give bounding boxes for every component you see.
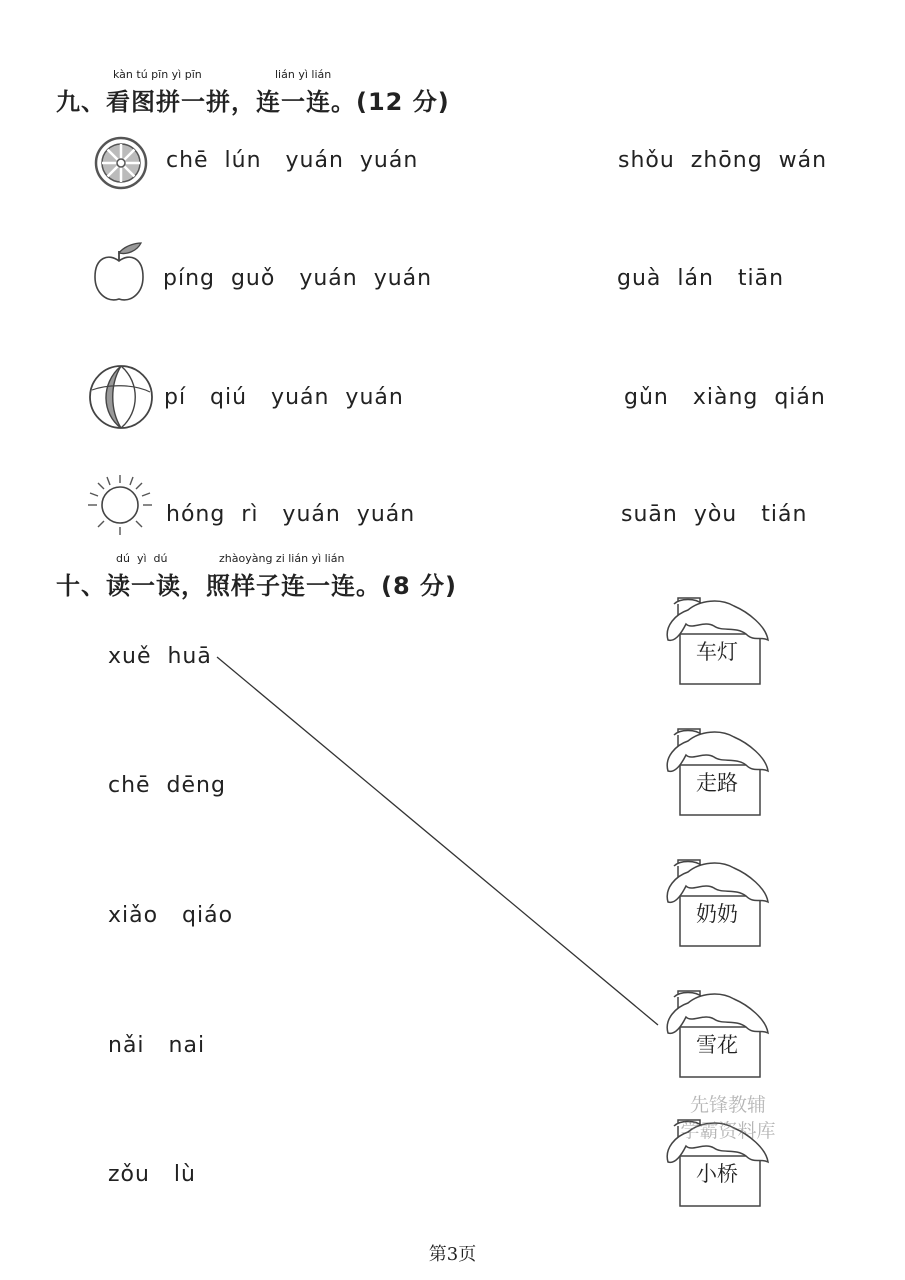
- pinyin-sun-phrase: hóng rì yuán yuán: [166, 502, 416, 527]
- pinyin-wheel-phrase: chē lún yuán yuán: [166, 148, 419, 173]
- house-label: 奶奶: [696, 902, 738, 926]
- page-number: 第3页: [428, 1244, 477, 1265]
- pinyin-xuehua: xuě huā: [108, 644, 212, 669]
- section-10-title: 十、读一读，照样子连一连。(8 分): [56, 572, 457, 600]
- house-label: 走路: [696, 771, 738, 795]
- pinyin-right-4: suān yòu tián: [621, 502, 808, 527]
- title-ruby-zhao: zhàoyàng zi lián yì lián: [219, 552, 345, 565]
- pinyin-ball-phrase: pí qiú yuán yuán: [164, 385, 404, 410]
- house-card[interactable]: [662, 989, 772, 1089]
- pinyin-zoulu: zǒu lù: [108, 1162, 196, 1187]
- watermark: 先锋教辅 学霸资料库: [680, 1094, 776, 1142]
- house-label: 小桥: [696, 1162, 738, 1186]
- section-9-title: 九、看图拼一拼，连一连。(12 分): [56, 88, 450, 116]
- title-ruby-du: dú yì dú: [116, 552, 168, 565]
- house-card[interactable]: [662, 596, 772, 696]
- pinyin-chedeng: chē dēng: [108, 773, 226, 798]
- pinyin-nainai: nǎi nai: [108, 1033, 206, 1058]
- pinyin-right-2: guà lán tiān: [617, 266, 785, 291]
- title-ruby-lian: lián yì lián: [275, 68, 332, 81]
- house-card[interactable]: [662, 858, 772, 958]
- pinyin-right-3: gǔn xiàng qián: [624, 385, 826, 410]
- title-ruby-kan-tu: kàn tú pīn yì pīn: [113, 68, 202, 81]
- house-label: 雪花: [696, 1033, 738, 1057]
- house-card[interactable]: [662, 727, 772, 827]
- pinyin-apple-phrase: píng guǒ yuán yuán: [163, 266, 433, 291]
- house-label: 车灯: [696, 640, 738, 664]
- pinyin-right-1: shǒu zhōng wán: [618, 148, 828, 173]
- pinyin-xiaoqiao: xiǎo qiáo: [108, 903, 234, 928]
